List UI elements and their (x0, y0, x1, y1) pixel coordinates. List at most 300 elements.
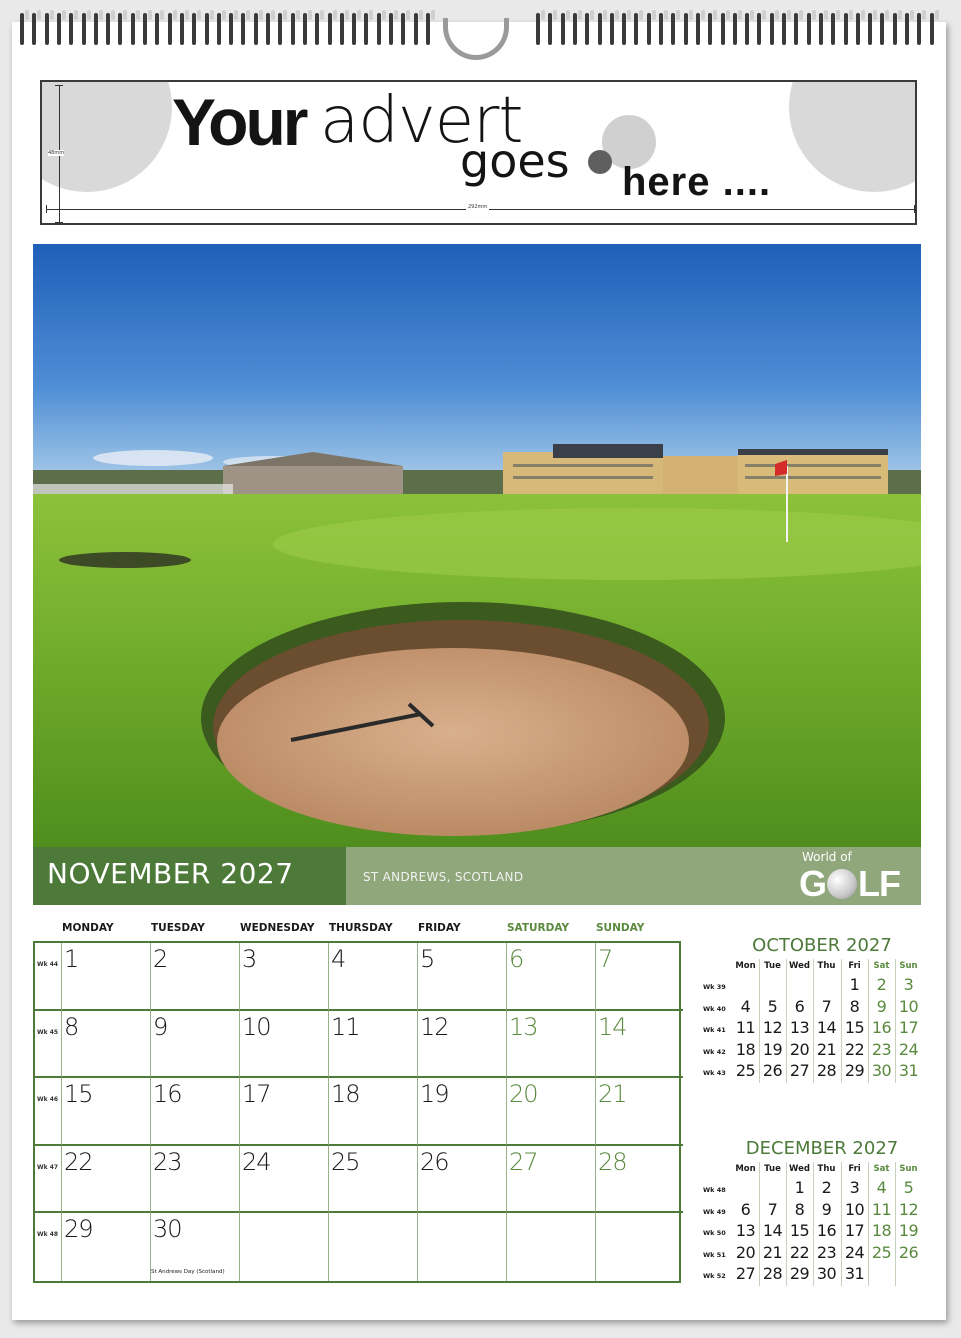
day-number: 26 (420, 1147, 449, 1176)
binding-ring (794, 13, 798, 45)
binding-ring-top (382, 10, 386, 20)
mini-day-number: 7 (767, 1199, 778, 1219)
binding-ring (573, 13, 577, 45)
day-cell[interactable] (596, 1011, 683, 1079)
mini-weekday-header: Fri (848, 961, 861, 971)
binding-ring (414, 13, 418, 45)
binding-ring (229, 13, 233, 45)
binding-ring-top (283, 10, 287, 20)
mini-day-number: 2 (876, 975, 887, 994)
binding-ring (266, 13, 270, 45)
mini-weekday-header: Tue (764, 1164, 781, 1174)
binding-ring (32, 13, 36, 45)
day-number: 30 (153, 1215, 182, 1244)
day-number: 3 (242, 945, 257, 973)
binding-ring-top (812, 10, 816, 20)
binding-ring (548, 13, 552, 45)
mini-day-number: 11 (871, 1199, 892, 1219)
binding-ring (733, 13, 737, 45)
logo-world-of: World of (802, 850, 852, 864)
binding-ring-top (726, 10, 730, 20)
mini-day-number: 14 (816, 1018, 837, 1037)
mini-weekday-header: Sat (873, 961, 890, 971)
binding-ring-top (111, 10, 115, 20)
binding-ring-top (615, 10, 619, 20)
day-number: 17 (242, 1080, 271, 1109)
binding-ring-top (123, 10, 127, 20)
month-grid (33, 941, 681, 1283)
mini-day-number: 1 (849, 975, 860, 994)
binding-ring (696, 13, 700, 45)
day-cell[interactable] (418, 1213, 507, 1281)
binding-ring (721, 13, 725, 45)
mini-day-number: 13 (789, 1018, 810, 1037)
day-cell[interactable] (418, 1011, 507, 1079)
binding-ring-top (431, 10, 435, 20)
binding-ring-top (590, 10, 594, 20)
binding-ring-top (246, 10, 250, 20)
mini-weekday-header: Wed (789, 961, 810, 971)
binding-ring (659, 13, 663, 45)
height-dimension-label: 48mm (48, 150, 65, 156)
binding-ring (856, 13, 860, 45)
day-number: 21 (598, 1080, 627, 1109)
binding-ring (291, 13, 295, 45)
month-title: NOVEMBER 2027 (47, 857, 294, 890)
mini-weekday-header: Thu (817, 1164, 836, 1174)
binding-ring (328, 13, 332, 45)
day-cell[interactable] (418, 1078, 507, 1146)
binding-ring (168, 13, 172, 45)
mini-day-number: 5 (767, 996, 778, 1016)
weekday-header: SUNDAY (596, 922, 645, 934)
binding-ring-top (333, 10, 337, 20)
day-cell[interactable] (329, 1146, 418, 1214)
binding-ring-top (345, 10, 349, 20)
day-cell[interactable] (507, 1146, 596, 1214)
binding-ring-top (222, 10, 226, 20)
binding-ring (118, 13, 122, 45)
week-number: Wk 45 (37, 1028, 59, 1036)
binding-ring (782, 13, 786, 45)
binding-ring-top (750, 10, 754, 20)
day-cell[interactable] (329, 1078, 418, 1146)
photo-location: ST ANDREWS, SCOTLAND (363, 870, 524, 884)
advert-text-here: here .... (622, 160, 772, 204)
binding-ring-top (676, 10, 680, 20)
advert-placeholder (40, 80, 917, 225)
mini-day-number: 20 (789, 1039, 810, 1059)
spiral-binding (0, 0, 961, 60)
mini-week-number: Wk 52 (703, 1272, 726, 1280)
day-number: 5 (420, 945, 435, 973)
week-number-cell (35, 1146, 62, 1214)
binding-ring-top (627, 10, 631, 20)
binding-ring-top (210, 10, 214, 20)
mini-day-number: 11 (735, 1018, 756, 1037)
binding-ring (192, 13, 196, 45)
binding-ring-top (689, 10, 693, 20)
day-number: 18 (331, 1080, 360, 1109)
mini-day-number: 21 (816, 1039, 837, 1059)
mini-day-number: 15 (789, 1221, 810, 1240)
weekday-headers (33, 922, 681, 940)
day-number: 4 (331, 945, 346, 973)
logo-letter-g: G (799, 863, 827, 904)
day-cell[interactable] (329, 943, 418, 1011)
mini-day-number: 20 (735, 1242, 756, 1262)
mini-day-number: 7 (821, 996, 832, 1016)
day-number: 27 (509, 1147, 538, 1176)
golf-course-illustration (33, 244, 921, 847)
binding-ring-top (74, 10, 78, 20)
day-cell[interactable] (507, 943, 596, 1011)
binding-ring (389, 13, 393, 45)
binding-ring-top (541, 10, 545, 20)
width-dimension-label: 292mm (468, 204, 488, 210)
mini-day-number: 22 (789, 1242, 810, 1262)
binding-ring (893, 13, 897, 45)
binding-ring-top (762, 10, 766, 20)
day-cell[interactable] (62, 943, 151, 1011)
mini-day-number: 27 (789, 1061, 810, 1080)
binding-ring (155, 13, 159, 45)
binding-ring (82, 13, 86, 45)
day-number: 11 (331, 1012, 360, 1041)
mini-day-number: 3 (849, 1178, 860, 1197)
week-number-cell (35, 943, 62, 1011)
mini-day-number: 4 (740, 996, 751, 1016)
mini-weekday-header: Mon (735, 961, 756, 971)
day-cell[interactable] (62, 1011, 151, 1079)
binding-ring-top (136, 10, 140, 20)
day-cell[interactable] (596, 1213, 683, 1281)
binding-ring-top (234, 10, 238, 20)
day-cell[interactable] (240, 1146, 329, 1214)
day-cell[interactable] (329, 1011, 418, 1079)
binding-ring-top (873, 10, 877, 20)
mini-day-number: 2 (821, 1178, 832, 1197)
mini-day-number: 28 (762, 1264, 783, 1283)
week-number-cell (35, 1078, 62, 1146)
day-cell[interactable] (62, 1146, 151, 1214)
weekday-header: TUESDAY (151, 922, 205, 934)
binding-ring (647, 13, 651, 45)
mini-day-number: 17 (898, 1018, 919, 1037)
binding-ring (671, 13, 675, 45)
binding-ring (340, 13, 344, 45)
month-bar (33, 847, 921, 905)
binding-ring (708, 13, 712, 45)
mini-weekday-header: Tue (764, 961, 781, 971)
binding-ring-top (566, 10, 570, 20)
binding-ring-top (357, 10, 361, 20)
binding-ring-top (50, 10, 54, 20)
mini-day-number: 19 (762, 1039, 783, 1059)
mini-week-number: Wk 50 (703, 1229, 726, 1237)
weekday-header: THURSDAY (329, 922, 393, 934)
mini-week-number: Wk 41 (703, 1026, 726, 1034)
binding-ring (610, 13, 614, 45)
binding-ring (303, 13, 307, 45)
day-number: 12 (420, 1012, 449, 1041)
day-number: 9 (153, 1012, 168, 1041)
mini-calendar-title: OCTOBER 2027 (752, 935, 892, 956)
day-number: 6 (509, 945, 524, 973)
mini-day-number: 12 (762, 1018, 783, 1037)
day-cell[interactable] (240, 1213, 329, 1281)
binding-ring (20, 13, 24, 45)
day-number: 24 (242, 1147, 271, 1176)
day-cell[interactable] (62, 1078, 151, 1146)
binding-ring-top (271, 10, 275, 20)
mini-day-number: 9 (821, 1199, 832, 1219)
binding-ring (241, 13, 245, 45)
mini-day-number: 16 (871, 1018, 892, 1037)
day-cell[interactable] (151, 1146, 240, 1214)
binding-ring-top (553, 10, 557, 20)
mini-day-number: 28 (816, 1061, 837, 1080)
mini-calendar (700, 1138, 930, 1288)
binding-ring-top (898, 10, 902, 20)
mini-day-number: 29 (844, 1061, 865, 1080)
day-cell[interactable] (151, 1213, 240, 1281)
mini-day-number: 16 (816, 1221, 837, 1240)
mini-day-number: 22 (844, 1039, 865, 1059)
binding-ring (757, 13, 761, 45)
mini-day-number: 8 (794, 1199, 805, 1219)
decor-circle-right (789, 80, 917, 192)
day-cell[interactable] (151, 943, 240, 1011)
day-cell[interactable] (151, 1011, 240, 1079)
mini-day-number: 13 (735, 1221, 756, 1240)
binding-ring (94, 13, 98, 45)
decor-dot-small (588, 150, 612, 174)
weekday-header: SATURDAY (507, 922, 570, 934)
binding-ring (917, 13, 921, 45)
binding-ring-top (775, 10, 779, 20)
mini-day-number: 30 (816, 1264, 837, 1283)
binding-ring-top (787, 10, 791, 20)
advert-text-your: Your (172, 85, 306, 159)
mini-weekday-header: Wed (789, 1164, 810, 1174)
golf-ball-icon (827, 869, 857, 899)
mini-day-number: 26 (898, 1242, 919, 1262)
binding-ring (622, 13, 626, 45)
binding-ring (315, 13, 319, 45)
binding-ring (585, 13, 589, 45)
binding-ring (352, 13, 356, 45)
binding-ring (278, 13, 282, 45)
binding-ring-top (885, 10, 889, 20)
weekday-header: WEDNESDAY (240, 922, 315, 934)
binding-ring-top (87, 10, 91, 20)
mini-day-number: 5 (903, 1178, 914, 1197)
binding-ring (217, 13, 221, 45)
binding-ring-top (197, 10, 201, 20)
binding-ring-top (910, 10, 914, 20)
binding-ring-top (849, 10, 853, 20)
day-cell[interactable] (151, 1078, 240, 1146)
day-number: 19 (420, 1080, 449, 1109)
day-number: 13 (509, 1012, 538, 1041)
mini-day-number: 6 (794, 996, 805, 1016)
week-number: Wk 48 (37, 1231, 59, 1239)
binding-ring (745, 13, 749, 45)
day-number: 23 (153, 1147, 182, 1176)
mini-day-number: 10 (898, 996, 919, 1016)
week-number-cell (35, 1011, 62, 1079)
day-number: 25 (331, 1147, 360, 1176)
binding-ring-top (308, 10, 312, 20)
mini-week-number: Wk 43 (703, 1069, 726, 1077)
mini-day-number: 23 (871, 1039, 892, 1059)
binding-ring (536, 13, 540, 45)
day-number: 22 (64, 1147, 93, 1176)
mini-day-number: 15 (844, 1018, 865, 1037)
mini-week-number: Wk 48 (703, 1186, 726, 1194)
day-cell[interactable] (507, 1078, 596, 1146)
day-cell[interactable] (240, 943, 329, 1011)
binding-ring (880, 13, 884, 45)
mini-day-number: 3 (903, 975, 914, 994)
day-number: 8 (64, 1012, 79, 1041)
mini-day-number: 21 (762, 1242, 783, 1262)
binding-ring-top (259, 10, 263, 20)
mini-weekday-header: Thu (817, 961, 836, 971)
mini-week-number: Wk 49 (703, 1207, 726, 1216)
mini-day-number: 25 (871, 1242, 892, 1262)
advert-text-advert: advert (320, 84, 523, 158)
binding-ring-top (37, 10, 41, 20)
day-number: 14 (598, 1012, 627, 1041)
binding-ring-top (836, 10, 840, 20)
week-number-cell (35, 1213, 62, 1281)
binding-ring-top (62, 10, 66, 20)
mini-week-number: Wk 42 (703, 1047, 726, 1056)
mini-day-number: 4 (876, 1178, 887, 1197)
day-cell[interactable] (418, 1146, 507, 1214)
day-cell[interactable] (240, 1078, 329, 1146)
mini-calendar (700, 935, 930, 1085)
golf-course-photo (33, 244, 921, 847)
binding-ring-top (578, 10, 582, 20)
binding-ring (634, 13, 638, 45)
day-cell[interactable] (240, 1011, 329, 1079)
mini-day-number: 29 (789, 1264, 810, 1283)
mini-day-number: 12 (898, 1199, 919, 1219)
day-cell[interactable] (418, 943, 507, 1011)
binding-ring-top (603, 10, 607, 20)
mini-day-number: 17 (844, 1221, 865, 1240)
binding-ring-top (639, 10, 643, 20)
mini-day-number: 24 (898, 1039, 919, 1059)
binding-ring-top (701, 10, 705, 20)
logo-letters-lf: LF (858, 863, 900, 904)
binding-ring (106, 13, 110, 45)
day-number: 2 (153, 945, 168, 973)
day-number: 28 (598, 1147, 627, 1176)
mini-weekday-header: Mon (735, 1164, 756, 1174)
mini-day-number: 26 (762, 1061, 783, 1080)
binding-ring (364, 13, 368, 45)
binding-ring (844, 13, 848, 45)
mini-week-number: Wk 40 (703, 1004, 726, 1013)
day-number: 10 (242, 1012, 271, 1041)
mini-day-number: 27 (735, 1264, 756, 1283)
binding-ring (131, 13, 135, 45)
binding-ring (45, 13, 49, 45)
binding-ring (819, 13, 823, 45)
day-cell[interactable] (596, 943, 683, 1011)
day-cell[interactable] (62, 1213, 151, 1281)
binding-ring (205, 13, 209, 45)
binding-ring-top (406, 10, 410, 20)
mini-weekday-header: Sun (899, 961, 918, 971)
binding-ring (770, 13, 774, 45)
binding-ring (905, 13, 909, 45)
binding-ring (684, 13, 688, 45)
binding-ring-top (160, 10, 164, 20)
binding-ring-top (99, 10, 103, 20)
day-cell[interactable] (596, 1146, 683, 1214)
mini-day-number: 24 (844, 1242, 865, 1262)
day-cell[interactable] (596, 1078, 683, 1146)
day-number: 20 (509, 1080, 538, 1109)
binding-ring (180, 13, 184, 45)
binding-ring-top (320, 10, 324, 20)
binding-ring-top (799, 10, 803, 20)
binding-ring (426, 13, 430, 45)
binding-ring-top (394, 10, 398, 20)
binding-ring (561, 13, 565, 45)
week-number: Wk 47 (37, 1163, 59, 1171)
binding-ring-top (664, 10, 668, 20)
mini-day-number: 19 (898, 1221, 919, 1240)
weekday-header: FRIDAY (418, 922, 461, 934)
mini-week-number: Wk 51 (703, 1250, 726, 1259)
binding-ring (807, 13, 811, 45)
day-cell[interactable] (507, 1213, 596, 1281)
binding-ring-top (419, 10, 423, 20)
holiday-note: St Andrews Day (Scotland) (151, 1268, 225, 1275)
logo-golf (799, 863, 900, 905)
day-cell[interactable] (507, 1011, 596, 1079)
day-number: 15 (64, 1080, 93, 1109)
binding-ring (930, 13, 934, 45)
mini-day-number: 18 (735, 1039, 756, 1059)
binding-ring (377, 13, 381, 45)
mini-day-number: 18 (871, 1221, 892, 1240)
binding-ring-top (713, 10, 717, 20)
binding-ring-top (173, 10, 177, 20)
day-cell[interactable] (329, 1213, 418, 1281)
day-number: 7 (598, 945, 613, 973)
mini-day-number: 8 (849, 996, 860, 1016)
hanger-hook (443, 18, 509, 60)
mini-day-number: 9 (876, 996, 887, 1016)
mini-day-number: 23 (816, 1242, 837, 1262)
advert-text-goes: goes (460, 134, 570, 188)
binding-ring-top (935, 10, 939, 20)
binding-ring (254, 13, 258, 45)
week-number: Wk 44 (37, 961, 59, 968)
mini-day-number: 31 (844, 1264, 865, 1283)
day-number: 1 (64, 945, 79, 973)
weekday-header: MONDAY (62, 922, 114, 934)
binding-ring-top (861, 10, 865, 20)
mini-weekday-header: Fri (848, 1164, 861, 1174)
